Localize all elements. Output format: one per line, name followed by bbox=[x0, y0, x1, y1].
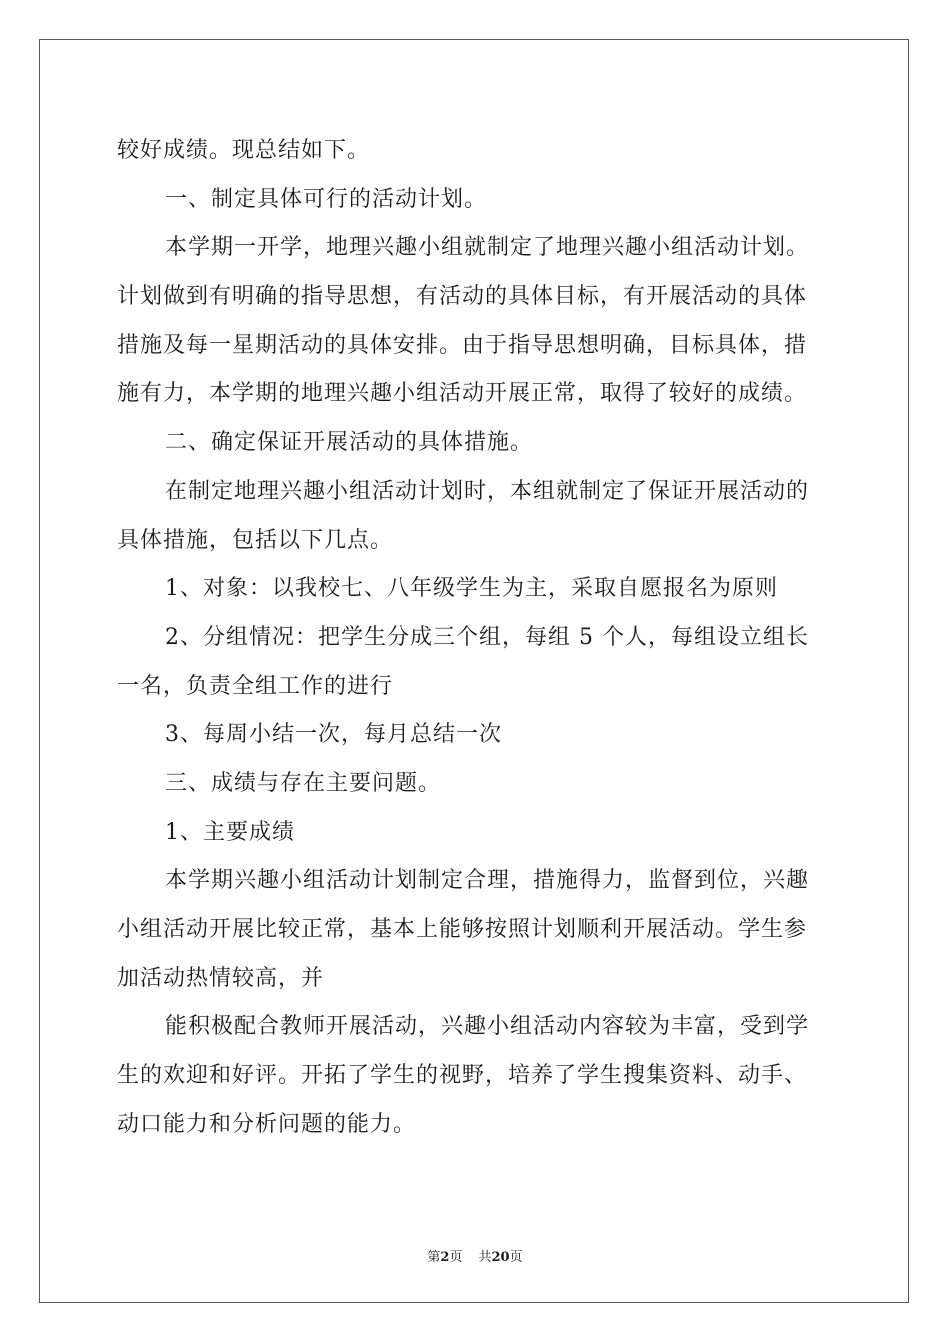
text-line: 1、主要成绩 bbox=[165, 819, 295, 845]
total-suffix: 页 bbox=[509, 1250, 523, 1265]
text-line: 动口能力和分析问题的能力。 bbox=[117, 1111, 417, 1137]
total-pages: 20 bbox=[491, 1250, 510, 1265]
text-line: 本学期兴趣小组活动计划制定合理，措施得力，监督到位，兴趣 bbox=[165, 868, 810, 894]
text-line: 具体措施，包括以下几点。 bbox=[117, 527, 394, 553]
text-line: 计划做到有明确的指导思想，有活动的具体目标，有开展活动的具体 bbox=[117, 284, 808, 310]
text-line: 在制定地理兴趣小组活动计划时，本组就制定了保证开展活动的 bbox=[165, 478, 810, 504]
text-line: 三、成绩与存在主要问题。 bbox=[165, 770, 442, 796]
page-prefix: 第 bbox=[427, 1250, 441, 1265]
text-line: 小组活动开展比较正常，基本上能够按照计划顺利开展活动。学生参 bbox=[117, 917, 808, 942]
total-prefix: 共 bbox=[478, 1250, 492, 1265]
text-line: 一、制定具体可行的活动计划。 bbox=[165, 186, 488, 212]
text-line: 加活动热情较高，并 bbox=[117, 965, 325, 991]
page-footer bbox=[0, 1246, 950, 1265]
text-line: 较好成绩。现总结如下。 bbox=[117, 138, 371, 163]
text-line: 施有力，本学期的地理兴趣小组活动开展正常，取得了较好的成绩。 bbox=[117, 381, 808, 407]
document-body bbox=[117, 127, 833, 1149]
text-line: 能积极配合教师开展活动，兴趣小组活动内容较为丰富，受到学 bbox=[165, 1014, 810, 1040]
text-line: 本学期一开学，地理兴趣小组就制定了地理兴趣小组活动计划。 bbox=[165, 235, 810, 261]
text-line: 2、分组情况：把学生分成三个组，每组 5 个人，每组设立组长 bbox=[165, 624, 809, 650]
text-line: 一名，负责全组工作的进行 bbox=[117, 673, 394, 699]
page-suffix: 页 bbox=[449, 1250, 463, 1265]
text-line: 3、每周小结一次，每月总结一次 bbox=[165, 722, 502, 748]
text-line: 二、确定保证开展活动的具体措施。 bbox=[165, 430, 534, 456]
text-line: 生的欢迎和好评。开拓了学生的视野，培养了学生搜集资料、动手、 bbox=[117, 1063, 808, 1089]
text-line: 1、对象：以我校七、八年级学生为主，采取自愿报名为原则 bbox=[165, 576, 778, 602]
page-number: 2 bbox=[440, 1250, 450, 1265]
text-line: 措施及每一星期活动的具体安排。由于指导思想明确，目标具体，措 bbox=[117, 332, 808, 358]
